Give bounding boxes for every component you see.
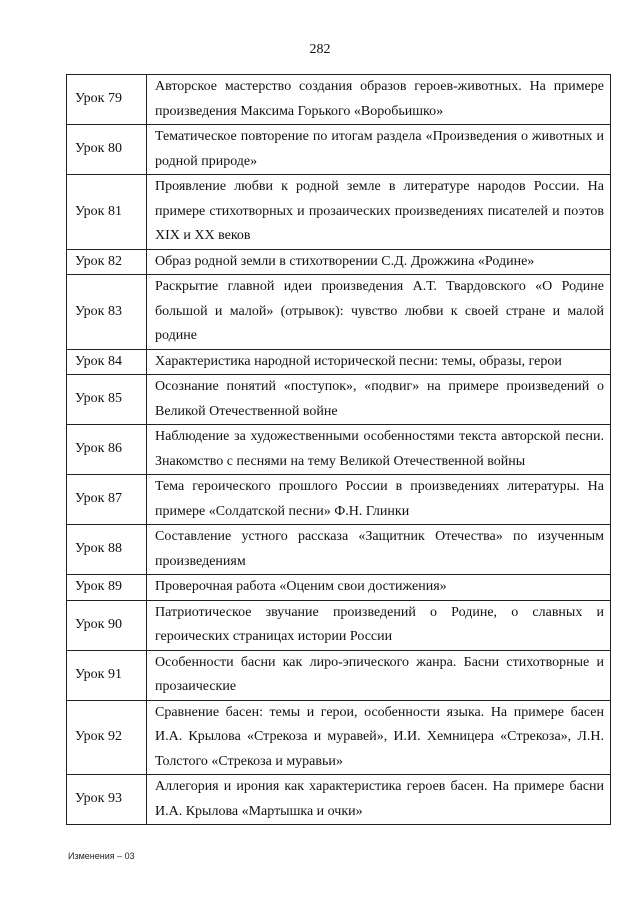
- lesson-topic: Тема героического прошлого России в произведениях литературы. На примере «Солдатской песни» Ф.Н. Глинки: [147, 475, 611, 525]
- table-row: [67, 275, 611, 350]
- lesson-topic: Составление устного рассказа «Защитник Отечества» по изученным произведениям: [147, 525, 611, 575]
- lesson-number: Урок 81: [67, 175, 147, 250]
- footer-revision-note: Изменения – 03: [68, 851, 135, 861]
- lesson-number: Урок 82: [67, 249, 147, 275]
- lesson-number: Урок 80: [67, 125, 147, 175]
- lesson-number: Урок 93: [67, 775, 147, 825]
- table-row: [67, 375, 611, 425]
- table-row: [67, 775, 611, 825]
- lesson-topic: Особенности басни как лиро-эпического жанра. Басни стихотворные и прозаические: [147, 650, 611, 700]
- lesson-number: Урок 85: [67, 375, 147, 425]
- lesson-topic: Образ родной земли в стихотворении С.Д. Дрожжина «Родине»: [147, 249, 611, 275]
- table-row: [67, 475, 611, 525]
- lesson-number: Урок 91: [67, 650, 147, 700]
- lesson-number: Урок 88: [67, 525, 147, 575]
- lesson-number: Урок 90: [67, 600, 147, 650]
- lesson-number: Урок 83: [67, 275, 147, 350]
- lesson-topic: Наблюдение за художественными особенностями текста авторской песни. Знакомство с песнями на тему Великой Отечественной войны: [147, 425, 611, 475]
- lesson-number: Урок 87: [67, 475, 147, 525]
- lesson-topic: Характеристика народной исторической песни: темы, образы, герои: [147, 349, 611, 375]
- lesson-topic: Патриотическое звучание произведений о Родине, о славных и героических страницах истории России: [147, 600, 611, 650]
- lesson-topic: Проявление любви к родной земле в литературе народов России. На примере стихотворных и прозаических произведениях писателей и поэтов XIX и XX веков: [147, 175, 611, 250]
- table-row: [67, 600, 611, 650]
- lesson-topic: Осознание понятий «поступок», «подвиг» на примере произведений о Великой Отечественной войне: [147, 375, 611, 425]
- table-row: [67, 575, 611, 601]
- lesson-number: Урок 89: [67, 575, 147, 601]
- lesson-topic: Проверочная работа «Оценим свои достижения»: [147, 575, 611, 601]
- table-row: [67, 525, 611, 575]
- page-number: 282: [309, 42, 331, 57]
- table-row: [67, 249, 611, 275]
- table-row: [67, 700, 611, 775]
- table-row: [67, 125, 611, 175]
- table-row: [67, 175, 611, 250]
- table-row: [67, 75, 611, 125]
- lesson-topic: Тематическое повторение по итогам раздела «Произведения о животных и родной природе»: [147, 125, 611, 175]
- lesson-topic: Сравнение басен: темы и герои, особенности языка. На примере басен И.А. Крылова «Стрекоза и муравей», И.И. Хемницера «Стрекоза», Л.Н. Толстого «Стрекоза и муравьи»: [147, 700, 611, 775]
- lesson-topic: Раскрытие главной идеи произведения А.Т. Твардовского «О Родине большой и малой» (отрывок): чувство любви к своей стране и малой родине: [147, 275, 611, 350]
- lesson-topic: Авторское мастерство создания образов героев-животных. На примере произведения Максима Горького «Воробьишко»: [147, 75, 611, 125]
- lesson-topic: Аллегория и ирония как характеристика героев басен. На примере басни И.А. Крылова «Мартышка и очки»: [147, 775, 611, 825]
- table-row: [67, 425, 611, 475]
- lesson-number: Урок 84: [67, 349, 147, 375]
- table-row: [67, 650, 611, 700]
- lesson-number: Урок 86: [67, 425, 147, 475]
- table-row: [67, 349, 611, 375]
- lesson-plan-table: [66, 74, 611, 825]
- lesson-number: Урок 79: [67, 75, 147, 125]
- lesson-number: Урок 92: [67, 700, 147, 775]
